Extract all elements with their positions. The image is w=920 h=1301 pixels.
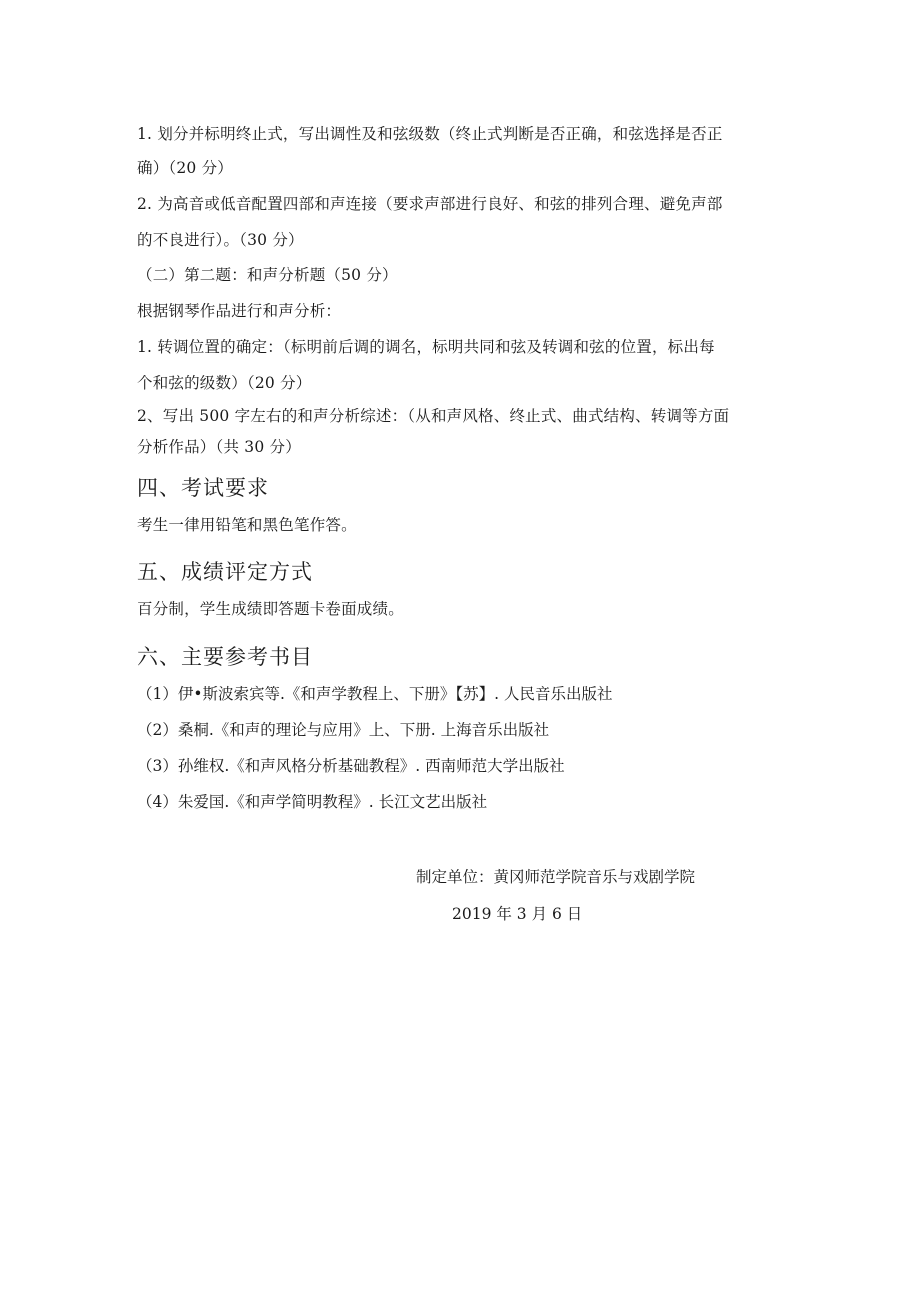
- q2-item-2-line-2: 分析作品）（共 30 分）: [137, 438, 301, 456]
- section-5-heading: 五、成绩评定方式: [137, 560, 313, 584]
- reference-item-3: （3）孙维权.《和声风格分析基础教程》. 西南师范大学出版社: [137, 757, 565, 775]
- q2-item-2-line-1: 2、写出 500 字左右的和声分析综述：（从和声风格、终止式、曲式结构、转调等方面: [137, 407, 730, 425]
- reference-item-2: （2）桑桐.《和声的理论与应用》上、下册. 上海音乐出版社: [137, 721, 550, 739]
- q1-item-2-line-2: 的不良进行）。（30 分）: [137, 231, 304, 249]
- section-4-body: 考生一律用铅笔和黑色笔作答。: [137, 516, 357, 534]
- section-4-heading: 四、考试要求: [137, 476, 269, 500]
- q1-item-2-line-1: 2. 为高音或低音配置四部和声连接（要求声部进行良好、和弦的排列合理、避免声部: [137, 195, 723, 213]
- q2-title: （二）第二题：和声分析题（50 分）: [137, 266, 398, 284]
- issue-date: 2019 年 3 月 6 日: [452, 905, 583, 923]
- issuing-unit: 制定单位：黄冈师范学院音乐与戏剧学院: [416, 868, 696, 886]
- section-5-body: 百分制，学生成绩即答题卡卷面成绩。: [137, 600, 404, 618]
- q1-item-1-line-1: 1. 划分并标明终止式，写出调性及和弦级数（终止式判断是否正确，和弦选择是否正: [137, 125, 723, 143]
- reference-item-1: （1）伊•斯波索宾等.《和声学教程上、下册》【苏】. 人民音乐出版社: [137, 685, 613, 703]
- q2-item-1-line-2: 个和弦的级数）（20 分）: [137, 374, 312, 392]
- q2-intro: 根据钢琴作品进行和声分析：: [137, 302, 342, 320]
- reference-item-4: （4）朱爱国.《和声学简明教程》. 长江文艺出版社: [137, 793, 488, 811]
- section-6-heading: 六、主要参考书目: [137, 645, 313, 669]
- q2-item-1-line-1: 1. 转调位置的确定：（标明前后调的调名，标明共同和弦及转调和弦的位置，标出每: [137, 338, 715, 356]
- q1-item-1-line-2: 确）（20 分）: [137, 159, 234, 177]
